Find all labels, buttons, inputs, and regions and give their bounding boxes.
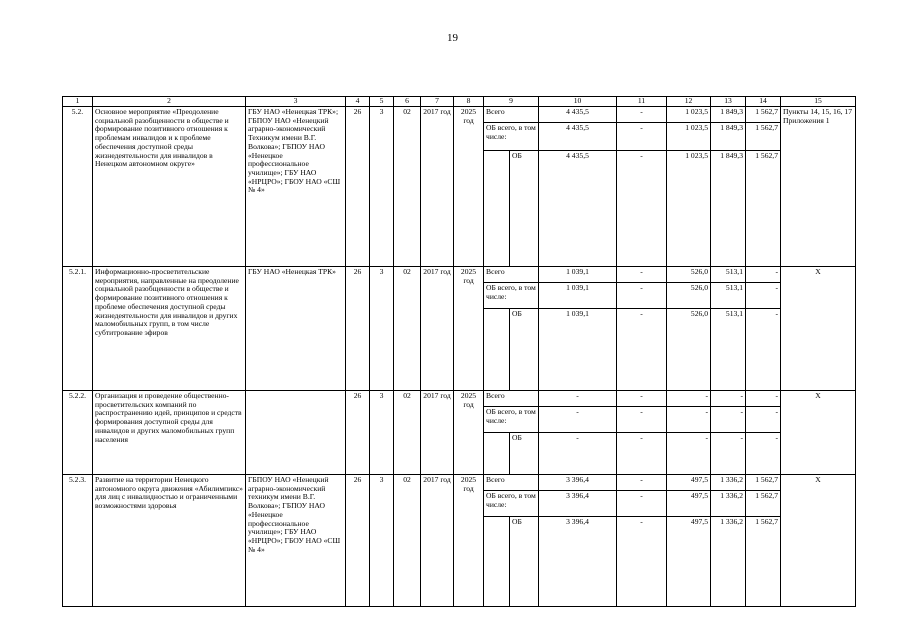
activity-number: 5.2.3.: [63, 475, 93, 607]
page-number: 19: [447, 32, 458, 44]
column-number-13: 13: [711, 97, 746, 107]
funding-col-13: 1 336,2: [711, 475, 746, 491]
funding-col-11: -: [617, 391, 667, 407]
funding-col-14: -: [746, 283, 781, 309]
funding-col-11: -: [617, 151, 667, 267]
funding-col-12: 526,0: [667, 267, 711, 283]
funding-col-14: -: [746, 309, 781, 391]
activity-executors: ГБУ НАО «Ненецкая ТРК»: [246, 267, 346, 391]
funding-col-12: 526,0: [667, 309, 711, 391]
funding-col-11: -: [617, 107, 667, 123]
activity-number: 5.2.2.: [63, 391, 93, 475]
funding-col-11: -: [617, 433, 667, 475]
activity-name: Развитие на территории Ненецкого автономного округа движения «Абилимпикс» для лиц с инвалидностью и ограниченными возможностями здоровья: [93, 475, 246, 607]
activity-name: Организация и проведение общественно-просветительских компаний по распространению идей, принципов и средств формирования доступной среды для инвалидов и других маломобильных групп населения: [93, 391, 246, 475]
funding-col-10: 4 435,5: [539, 151, 617, 267]
activity-code-6: 02: [394, 391, 421, 475]
activity-code-5: 3: [370, 267, 394, 391]
column-number-12: 12: [667, 97, 711, 107]
funding-col-10: 3 396,4: [539, 517, 617, 607]
funding-col-11: -: [617, 491, 667, 517]
funding-col-13: 1 336,2: [711, 491, 746, 517]
activity-code-6: 02: [394, 107, 421, 267]
funding-col-12: 497,5: [667, 517, 711, 607]
activity-number: 5.2.1.: [63, 267, 93, 391]
column-number-8: 8: [454, 97, 484, 107]
funding-total-label: Всего: [484, 107, 539, 123]
funding-col-10: -: [539, 407, 617, 433]
funding-col-10: 1 039,1: [539, 267, 617, 283]
activity-code-4: 26: [346, 267, 370, 391]
funding-col-13: -: [711, 433, 746, 475]
activity-executors: ГБУ НАО «Ненецкая ТРК»; ГБПОУ НАО «Ненецкий аграрно-экономический Техникум имени В.Г. Волкова»; ГБПОУ НАО «Ненецкое профессиональное училище»; ГБУ НАО «НРЦРО»; ГБОУ НАО «СШ № 4»: [246, 107, 346, 267]
activity-code-5: 3: [370, 107, 394, 267]
funding-label-indent: [484, 151, 510, 267]
funding-col-12: 497,5: [667, 475, 711, 491]
activity-reference: Х: [781, 475, 856, 607]
activity-end-year: 2025 год: [454, 391, 484, 475]
funding-col-12: 1 023,5: [667, 151, 711, 267]
activity-code-6: 02: [394, 267, 421, 391]
funding-col-10: 4 435,5: [539, 107, 617, 123]
activity-reference: Х: [781, 267, 856, 391]
funding-col-10: 3 396,4: [539, 491, 617, 517]
funding-col-10: -: [539, 391, 617, 407]
funding-source-label: ОБ: [510, 517, 539, 607]
funding-col-10: 3 396,4: [539, 475, 617, 491]
column-number-3: 3: [246, 97, 346, 107]
funding-col-14: 1 562,7: [746, 107, 781, 123]
funding-col-14: 1 562,7: [746, 123, 781, 151]
funding-col-13: 513,1: [711, 267, 746, 283]
funding-total-label: Всего: [484, 267, 539, 283]
activity-code-6: 02: [394, 475, 421, 607]
funding-total-label: Всего: [484, 475, 539, 491]
funding-source-label: ОБ: [510, 433, 539, 475]
column-number-4: 4: [346, 97, 370, 107]
column-number-10: 10: [539, 97, 617, 107]
funding-ob-total-label: ОБ всего, в том числе:: [484, 283, 539, 309]
activity-code-4: 26: [346, 475, 370, 607]
funding-ob-total-label: ОБ всего, в том числе:: [484, 123, 539, 151]
activity-number: 5.2.: [63, 107, 93, 267]
funding-col-14: -: [746, 391, 781, 407]
column-number-header-row: [63, 97, 856, 107]
activity-row-2: [63, 267, 856, 283]
column-number-15: 15: [781, 97, 856, 107]
funding-col-12: 1 023,5: [667, 123, 711, 151]
column-number-9: 9: [484, 97, 539, 107]
funding-col-11: -: [617, 283, 667, 309]
funding-col-14: 1 562,7: [746, 475, 781, 491]
funding-col-10: 1 039,1: [539, 309, 617, 391]
column-number-7: 7: [421, 97, 454, 107]
funding-col-14: 1 562,7: [746, 151, 781, 267]
funding-col-11: -: [617, 475, 667, 491]
funding-col-13: 1 849,3: [711, 123, 746, 151]
program-activities-table: [62, 96, 856, 607]
funding-col-14: 1 562,7: [746, 517, 781, 607]
funding-col-14: 1 562,7: [746, 491, 781, 517]
funding-col-12: 526,0: [667, 283, 711, 309]
funding-col-13: -: [711, 391, 746, 407]
activity-name: Информационно-просветительские мероприятия, направленные на преодоление социальной разобщенности в обществе и формирование позитивного отношения к проблеме обеспечения доступной среды жизнедеятельности для инвалидов и других маломобильных групп, в том числе субтитрование эфиров: [93, 267, 246, 391]
activity-code-5: 3: [370, 391, 394, 475]
activity-start-year: 2017 год: [421, 391, 454, 475]
funding-col-13: 1 849,3: [711, 151, 746, 267]
activity-end-year: 2025 год: [454, 475, 484, 607]
funding-label-indent: [484, 433, 510, 475]
activity-start-year: 2017 год: [421, 267, 454, 391]
activity-code-4: 26: [346, 391, 370, 475]
funding-col-10: 4 435,5: [539, 123, 617, 151]
funding-label-indent: [484, 517, 510, 607]
funding-col-11: -: [617, 123, 667, 151]
funding-col-10: -: [539, 433, 617, 475]
column-number-5: 5: [370, 97, 394, 107]
funding-col-12: -: [667, 391, 711, 407]
activity-end-year: 2025 год: [454, 107, 484, 267]
funding-col-11: -: [617, 517, 667, 607]
column-number-14: 14: [746, 97, 781, 107]
activity-executors: [246, 391, 346, 475]
activity-row-3: [63, 391, 856, 407]
funding-col-13: 513,1: [711, 283, 746, 309]
funding-col-14: -: [746, 267, 781, 283]
funding-col-13: 1 336,2: [711, 517, 746, 607]
funding-col-14: -: [746, 433, 781, 475]
funding-col-12: -: [667, 433, 711, 475]
funding-col-13: -: [711, 407, 746, 433]
column-number-2: 2: [93, 97, 246, 107]
activity-executors: ГБПОУ НАО «Ненецкий аграрно-экономический техникум имени В.Г. Волкова»; ГБПОУ НАО «Ненецкое профессиональное училище»; ГБУ НАО «НРЦРО»; ГБОУ НАО «СШ № 4»: [246, 475, 346, 607]
funding-col-11: -: [617, 407, 667, 433]
funding-col-13: 1 849,3: [711, 107, 746, 123]
activity-row-4: [63, 475, 856, 491]
column-number-11: 11: [617, 97, 667, 107]
activity-end-year: 2025 год: [454, 267, 484, 391]
activity-name: Основное мероприятие «Преодоление социальной разобщенности в обществе и формирование позитивного отношения к проблемам инвалидов и к проблеме обеспечения доступной среды жизнедеятельности для инвалидов в Ненецком автономном округе»: [93, 107, 246, 267]
funding-source-label: ОБ: [510, 309, 539, 391]
activity-code-5: 3: [370, 475, 394, 607]
funding-total-label: Всего: [484, 391, 539, 407]
funding-col-11: -: [617, 309, 667, 391]
column-number-1: 1: [63, 97, 93, 107]
activity-code-4: 26: [346, 107, 370, 267]
column-number-6: 6: [394, 97, 421, 107]
funding-col-10: 1 039,1: [539, 283, 617, 309]
funding-col-12: 1 023,5: [667, 107, 711, 123]
funding-ob-total-label: ОБ всего, в том числе:: [484, 491, 539, 517]
funding-col-11: -: [617, 267, 667, 283]
activity-reference: Х: [781, 391, 856, 475]
funding-ob-total-label: ОБ всего, в том числе:: [484, 407, 539, 433]
funding-col-12: -: [667, 407, 711, 433]
activity-row-1: [63, 107, 856, 123]
funding-source-label: ОБ: [510, 151, 539, 267]
activity-reference: Пункты 14, 15, 16, 17 Приложения 1: [781, 107, 856, 267]
funding-col-12: 497,5: [667, 491, 711, 517]
activity-start-year: 2017 год: [421, 107, 454, 267]
funding-col-13: 513,1: [711, 309, 746, 391]
funding-col-14: -: [746, 407, 781, 433]
activity-start-year: 2017 год: [421, 475, 454, 607]
funding-label-indent: [484, 309, 510, 391]
